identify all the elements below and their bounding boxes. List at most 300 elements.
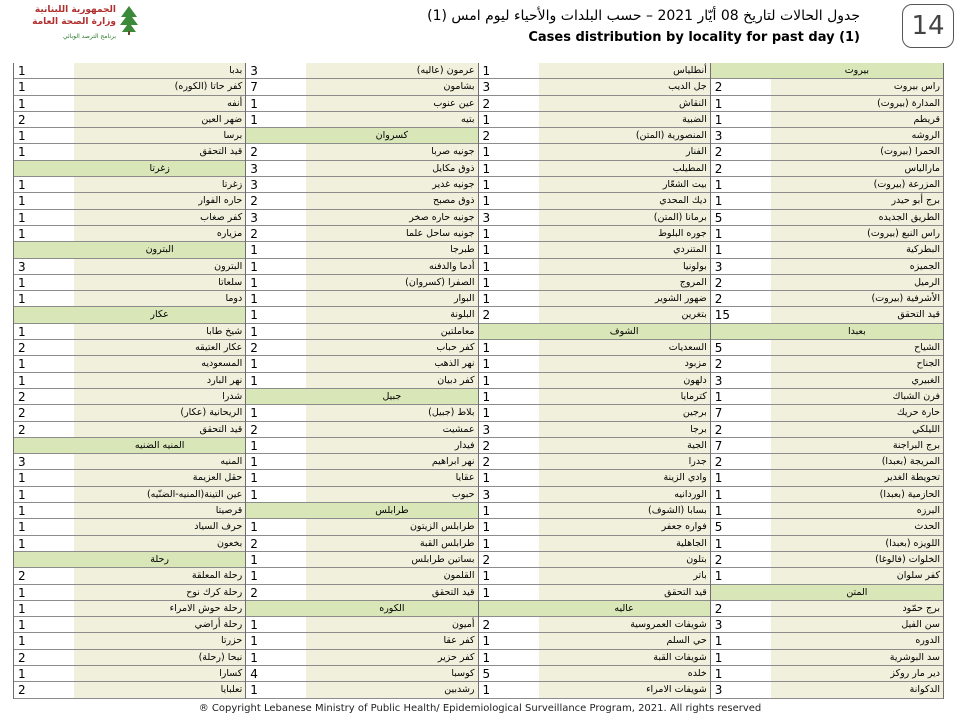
case-count: 1 xyxy=(246,275,306,290)
case-count: 1 xyxy=(14,536,74,551)
table-row xyxy=(14,454,245,470)
district-header-row xyxy=(246,503,477,519)
case-count: 15 xyxy=(711,307,771,322)
case-count: 2 xyxy=(711,552,771,567)
case-count: 1 xyxy=(246,438,306,453)
case-count: 1 xyxy=(711,503,771,518)
table-row xyxy=(14,96,245,112)
table-row xyxy=(711,177,943,193)
case-count: 1 xyxy=(246,405,306,420)
district-header-row xyxy=(479,601,710,617)
district-header-row xyxy=(14,438,245,454)
table-row xyxy=(14,193,245,209)
table-row xyxy=(711,405,943,421)
locality-name: بلاط (جبيل) xyxy=(428,407,475,419)
case-count: 5 xyxy=(711,340,771,355)
case-count: 3 xyxy=(14,259,74,274)
table-row xyxy=(246,617,477,633)
case-count: 1 xyxy=(479,536,539,551)
table-row xyxy=(14,519,245,535)
locality-name: قيد التحقق xyxy=(664,586,707,598)
locality-name: برج أبو حيدر xyxy=(891,195,940,207)
table-row xyxy=(711,193,943,209)
case-count: 1 xyxy=(14,63,74,78)
locality-name: كفر صغاب xyxy=(200,211,243,223)
case-count: 2 xyxy=(246,422,306,437)
locality-name: رحلة كرك نوح xyxy=(186,586,243,598)
case-count: 1 xyxy=(479,470,539,485)
locality-name: قرصيتا xyxy=(215,505,243,517)
table-row xyxy=(479,275,710,291)
case-count: 1 xyxy=(246,356,306,371)
table-row xyxy=(14,682,245,698)
table-row xyxy=(246,144,477,160)
case-count: 1 xyxy=(711,96,771,111)
district-name: المنيه الضنيه xyxy=(134,439,185,451)
case-count: 3 xyxy=(479,210,539,225)
case-count: 2 xyxy=(14,405,74,420)
case-count: 1 xyxy=(14,633,74,648)
district-header-row xyxy=(14,242,245,258)
locality-name: قيد التحقق xyxy=(897,309,940,321)
table-row xyxy=(246,552,477,568)
locality-name: فرن الشباك xyxy=(892,390,940,402)
locality-name: الغبيري xyxy=(911,374,940,386)
case-count xyxy=(246,389,306,404)
table-row xyxy=(246,210,477,226)
table-row xyxy=(14,536,245,552)
table-row xyxy=(479,454,710,470)
table-row xyxy=(14,79,245,95)
locality-name: أنطلياس xyxy=(673,65,707,76)
locality-name: تعلبايا xyxy=(220,684,243,696)
case-count: 2 xyxy=(479,552,539,567)
case-count: 2 xyxy=(711,79,771,94)
case-count: 7 xyxy=(246,79,306,94)
case-count: 2 xyxy=(14,112,74,127)
table-row xyxy=(479,552,710,568)
locality-name: عكار العتيقه xyxy=(195,342,243,354)
locality-name: كترمايا xyxy=(680,390,707,402)
case-count: 1 xyxy=(711,193,771,208)
case-count: 3 xyxy=(711,373,771,388)
table-row xyxy=(14,128,245,144)
case-count: 1 xyxy=(14,666,74,681)
locality-name: شويفات القبة xyxy=(653,651,707,663)
case-count xyxy=(479,601,539,616)
case-count xyxy=(479,324,539,339)
table-row xyxy=(479,242,710,258)
table-row xyxy=(479,340,710,356)
case-count: 1 xyxy=(246,96,306,111)
locality-name: شويفات الامراء xyxy=(646,684,707,696)
case-count: 1 xyxy=(479,519,539,534)
table-row xyxy=(14,617,245,633)
locality-name: الليلكي xyxy=(912,423,940,435)
locality-name: زغرتا xyxy=(221,179,243,191)
locality-name: برجا xyxy=(690,423,707,435)
case-count: 1 xyxy=(711,650,771,665)
district-name: بعبدا xyxy=(848,325,866,337)
locality-name: شويفات العمروسية xyxy=(630,619,707,631)
case-count: 1 xyxy=(246,552,306,567)
locality-name: بتيه xyxy=(461,113,475,125)
case-count: 2 xyxy=(14,568,74,583)
locality-name: بتغرين xyxy=(681,309,707,321)
case-count: 3 xyxy=(711,259,771,274)
case-count: 2 xyxy=(479,128,539,143)
table-row xyxy=(14,601,245,617)
locality-name: حارة حريك xyxy=(896,407,940,419)
table-row xyxy=(711,536,943,552)
locality-name: كفر دبيان xyxy=(437,374,475,386)
table-row xyxy=(14,324,245,340)
locality-name: الضبية xyxy=(682,113,707,125)
table-row xyxy=(479,666,710,682)
case-count: 1 xyxy=(479,405,539,420)
locality-name: راس النبع (بيروت) xyxy=(867,227,940,239)
case-count: 1 xyxy=(479,161,539,176)
case-count xyxy=(14,438,74,453)
table-row xyxy=(14,633,245,649)
locality-name: ديك المحدي xyxy=(659,195,707,207)
case-count: 1 xyxy=(14,503,74,518)
case-count: 1 xyxy=(246,682,306,697)
locality-name: رحلة المعلقة xyxy=(191,570,243,582)
locality-name: طبرجا xyxy=(450,244,475,256)
table-row xyxy=(479,177,710,193)
case-count: 1 xyxy=(479,389,539,404)
case-count xyxy=(14,242,74,257)
locality-name: نهر البارد xyxy=(206,374,243,386)
case-count: 2 xyxy=(246,144,306,159)
table-row xyxy=(711,470,943,486)
table-row xyxy=(711,291,943,307)
table-row xyxy=(479,568,710,584)
locality-name: البطركية xyxy=(906,244,940,256)
table-row xyxy=(14,585,245,601)
case-count: 1 xyxy=(479,568,539,583)
table-row xyxy=(246,454,477,470)
table-row xyxy=(246,226,477,242)
locality-name: مارالياس xyxy=(904,162,940,174)
case-count: 1 xyxy=(246,633,306,648)
locality-name: بسابا (الشوف) xyxy=(648,505,707,517)
table-row xyxy=(246,177,477,193)
case-count: 1 xyxy=(479,226,539,241)
table-row xyxy=(711,275,943,291)
cedar-icon xyxy=(118,5,140,35)
case-count: 3 xyxy=(479,79,539,94)
table-row xyxy=(479,79,710,95)
locality-name: ضهور الشوير xyxy=(654,293,707,305)
locality-name: كسارا xyxy=(219,667,243,679)
district-name: البترون xyxy=(145,244,174,256)
case-count xyxy=(246,503,306,518)
case-count: 1 xyxy=(14,585,74,600)
case-count: 2 xyxy=(14,650,74,665)
case-count: 5 xyxy=(711,519,771,534)
district-name: بيروت xyxy=(844,65,870,76)
table-row xyxy=(711,96,943,112)
table-row xyxy=(246,633,477,649)
locality-name: الفنار xyxy=(686,146,707,158)
case-count: 3 xyxy=(246,177,306,192)
table-row xyxy=(479,405,710,421)
case-count: 5 xyxy=(711,210,771,225)
table-row xyxy=(14,470,245,486)
case-count: 3 xyxy=(14,454,74,469)
table-row xyxy=(711,307,943,323)
table-row xyxy=(246,96,477,112)
table-row xyxy=(479,503,710,519)
case-count: 1 xyxy=(14,210,74,225)
table-row xyxy=(246,438,477,454)
case-count: 1 xyxy=(246,470,306,485)
locality-name: المروج xyxy=(679,276,707,288)
table-row xyxy=(246,307,477,323)
table-row xyxy=(711,128,943,144)
case-count: 1 xyxy=(14,617,74,632)
locality-name: حزرتا xyxy=(221,635,243,647)
table-row xyxy=(246,650,477,666)
locality-name: كفر حاتا (الكوره) xyxy=(174,81,243,93)
case-count: 3 xyxy=(711,682,771,697)
table-row xyxy=(14,389,245,405)
case-count: 1 xyxy=(246,519,306,534)
locality-name: عرمون (عاليه) xyxy=(416,65,475,76)
table-row xyxy=(711,422,943,438)
locality-name: نبحا (رحلة) xyxy=(198,651,243,663)
case-count: 1 xyxy=(479,340,539,355)
case-count: 3 xyxy=(711,617,771,632)
case-count: 2 xyxy=(711,161,771,176)
locality-name: حاره الفوار xyxy=(198,195,243,207)
locality-name: المسعوديه xyxy=(201,358,243,370)
locality-name: عقايا xyxy=(455,472,475,484)
table-row xyxy=(479,112,710,128)
table-row xyxy=(246,405,477,421)
table-row xyxy=(479,193,710,209)
table-row xyxy=(479,519,710,535)
table-row xyxy=(479,536,710,552)
table-row xyxy=(711,519,943,535)
case-count: 1 xyxy=(711,487,771,502)
case-count: 2 xyxy=(711,144,771,159)
table-row xyxy=(479,373,710,389)
case-count: 3 xyxy=(246,210,306,225)
case-count xyxy=(14,307,74,322)
table-row xyxy=(711,79,943,95)
locality-name: المنيه xyxy=(220,456,243,468)
locality-name: الوردانيه xyxy=(674,488,707,500)
table-row xyxy=(246,259,477,275)
table-row xyxy=(711,601,943,617)
table-row xyxy=(711,112,943,128)
locality-name: جونيه حاره صخر xyxy=(409,211,475,223)
locality-name: قيد التحقق xyxy=(199,146,243,158)
locality-name: المدارة (بيروت) xyxy=(877,97,940,109)
table-row xyxy=(711,242,943,258)
locality-name: دلهون xyxy=(683,374,707,386)
table-row xyxy=(246,63,477,79)
locality-name: جونيه ساحل علما xyxy=(405,227,475,239)
case-count: 1 xyxy=(711,568,771,583)
locality-name: رحلة حوش الامراء xyxy=(169,602,243,614)
locality-name: برج حمّود xyxy=(902,602,940,614)
locality-name: تحويطة الغدير xyxy=(884,472,940,484)
locality-name: قيد التحقق xyxy=(199,423,243,435)
case-count xyxy=(711,63,771,78)
case-count: 1 xyxy=(246,568,306,583)
table-row xyxy=(246,340,477,356)
district-header-row xyxy=(14,161,245,177)
table-row xyxy=(14,210,245,226)
case-count: 1 xyxy=(479,275,539,290)
locality-name: نهر الذهب xyxy=(434,358,475,370)
locality-name: الجاهلية xyxy=(676,537,707,549)
case-count: 2 xyxy=(711,601,771,616)
case-count: 1 xyxy=(246,487,306,502)
table-row xyxy=(246,79,477,95)
table-row xyxy=(711,356,943,372)
locality-name: جدرا xyxy=(688,456,707,468)
locality-name: طرابلس الزيتون xyxy=(409,521,475,533)
locality-name: الدوره xyxy=(915,635,940,647)
case-count: 1 xyxy=(14,226,74,241)
case-count: 1 xyxy=(711,536,771,551)
case-count: 1 xyxy=(246,454,306,469)
case-count: 1 xyxy=(14,356,74,371)
district-name: رحلة xyxy=(150,553,169,565)
locality-name: عمشيت xyxy=(442,423,475,435)
locality-name: سن الفيل xyxy=(901,619,940,631)
logo-line-1: الجمهورية اللبنانية xyxy=(34,5,116,15)
table-row xyxy=(14,650,245,666)
case-count: 1 xyxy=(14,193,74,208)
locality-name: الطريق الجديده xyxy=(878,211,940,223)
table-row xyxy=(711,617,943,633)
case-count: 2 xyxy=(246,536,306,551)
district-header-row xyxy=(711,324,943,340)
locality-name: القلمون xyxy=(443,570,475,582)
locality-name: الأشرفية (بيروت) xyxy=(871,293,940,305)
table-row xyxy=(246,536,477,552)
locality-name: عين التينة(المنيه-الضنّيه) xyxy=(146,488,243,500)
locality-name: برسا xyxy=(223,130,243,142)
table-row xyxy=(479,585,710,601)
case-count: 1 xyxy=(246,259,306,274)
table-row xyxy=(14,63,245,79)
locality-name: فيدار xyxy=(454,439,475,451)
locality-name: السعديات xyxy=(668,342,707,354)
locality-name: حبوب xyxy=(451,488,475,500)
locality-name: ضهر العين xyxy=(201,113,243,125)
locality-name: الخلوات (فالوغا) xyxy=(875,553,940,565)
locality-name: المريجة (بعبدا) xyxy=(881,456,940,468)
locality-name: مزياره xyxy=(216,227,243,239)
table-row xyxy=(479,389,710,405)
table-row xyxy=(479,291,710,307)
case-count: 1 xyxy=(711,112,771,127)
case-count: 1 xyxy=(246,307,306,322)
table-row xyxy=(479,96,710,112)
table-row xyxy=(14,568,245,584)
case-count: 1 xyxy=(711,389,771,404)
case-count: 1 xyxy=(479,356,539,371)
district-name: الشوف xyxy=(609,325,639,337)
case-count: 1 xyxy=(479,585,539,600)
table-row xyxy=(479,487,710,503)
case-count: 1 xyxy=(14,324,74,339)
locality-name: المتنردي xyxy=(673,244,707,256)
locality-name: البوار xyxy=(453,293,475,305)
locality-name: أنفه xyxy=(227,97,243,109)
case-count: 2 xyxy=(14,340,74,355)
table-row xyxy=(711,666,943,682)
case-count: 1 xyxy=(711,633,771,648)
case-count: 2 xyxy=(14,682,74,697)
table-row xyxy=(479,422,710,438)
locality-name: رشدبين xyxy=(444,684,475,696)
ministry-logo xyxy=(4,3,144,47)
locality-name: عين عنوب xyxy=(433,97,475,109)
locality-name: نهر ابراهيم xyxy=(431,456,475,468)
case-count xyxy=(246,601,306,616)
district-name: طرابلس xyxy=(375,505,409,517)
table-row xyxy=(14,177,245,193)
table-row xyxy=(246,324,477,340)
table-row xyxy=(246,470,477,486)
table-row xyxy=(479,144,710,160)
case-count: 2 xyxy=(14,389,74,404)
case-count: 2 xyxy=(246,226,306,241)
locality-name: البلونة xyxy=(450,309,475,321)
locality-name: برجين xyxy=(682,407,707,419)
table-row xyxy=(246,275,477,291)
locality-name: برمانا (المتن) xyxy=(653,211,707,223)
table-row xyxy=(14,291,245,307)
table-row xyxy=(479,617,710,633)
district-header-row xyxy=(479,324,710,340)
locality-name: الحدث xyxy=(914,521,940,533)
table-row xyxy=(14,503,245,519)
title-arabic: جدول الحالات لتاريخ 08 أيّار 2021 – حسب البلدات والأحياء ليوم امس (1) xyxy=(427,8,860,24)
case-count: 2 xyxy=(479,307,539,322)
locality-name: كفر حباب xyxy=(436,342,475,354)
locality-name: جل الديب xyxy=(668,81,707,93)
copyright-notice: ® Copyright Lebanese Ministry of Public Health/ Epidemiological Surveillance Program, 2021. All rights reserved xyxy=(198,703,762,714)
table-row xyxy=(479,161,710,177)
case-count: 1 xyxy=(479,503,539,518)
case-count xyxy=(711,324,771,339)
table-row xyxy=(246,291,477,307)
case-count: 7 xyxy=(711,438,771,453)
table-row xyxy=(479,356,710,372)
locality-name: برج البراجنة xyxy=(892,439,940,451)
table-row xyxy=(711,503,943,519)
table-row xyxy=(711,373,943,389)
table-row xyxy=(711,454,943,470)
case-count: 1 xyxy=(711,470,771,485)
case-count: 2 xyxy=(14,422,74,437)
district-name: جبيل xyxy=(382,390,402,402)
table-row xyxy=(711,210,943,226)
case-count: 1 xyxy=(479,650,539,665)
case-count: 2 xyxy=(246,193,306,208)
district-header-row xyxy=(14,552,245,568)
locality-name: حرف السياد xyxy=(194,521,243,533)
